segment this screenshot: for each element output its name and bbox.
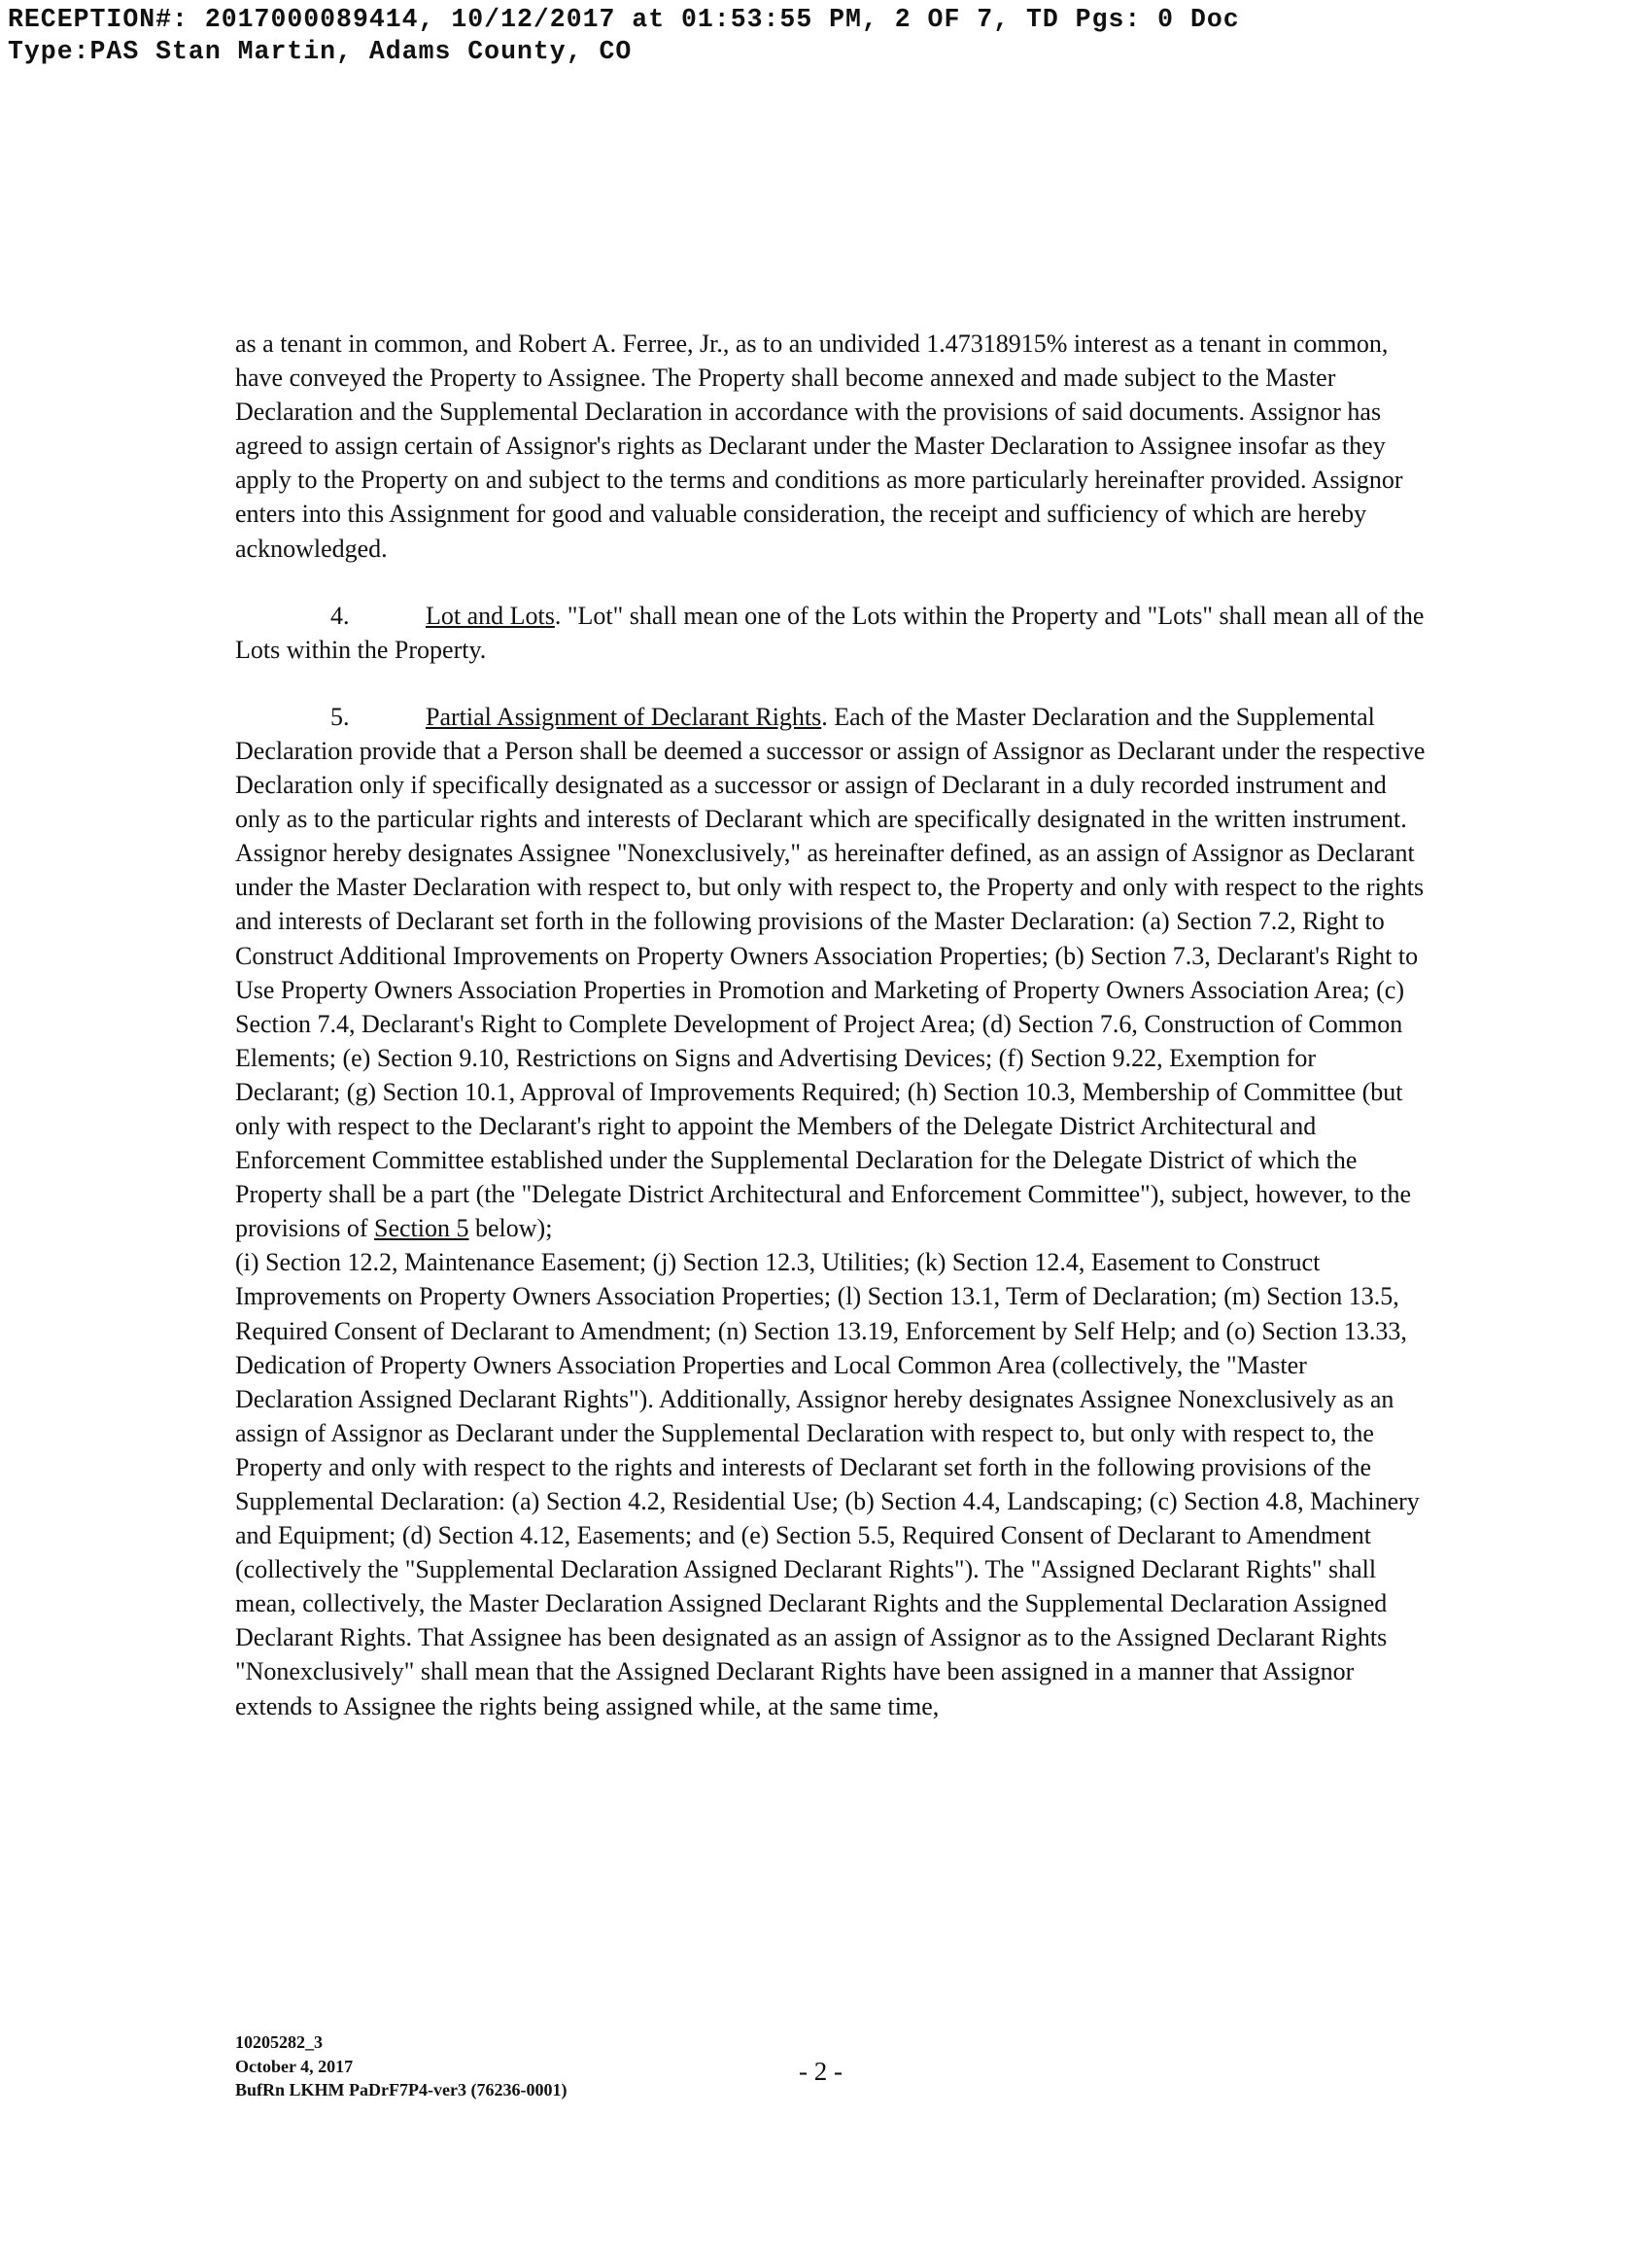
- stamp-line-2: Type:PAS Stan Martin, Adams County, CO: [8, 37, 633, 66]
- section-5: [235, 700, 1426, 1246]
- page-number: - 2 -: [799, 2057, 843, 2086]
- section-5-continued: (i) Section 12.2, Maintenance Easement; (j) Section 12.3, Utilities; (k) Section 12.4, Easement to Construct Improvements on Property Owners Association Properties; (l) Section 13.1, Term of Declaration; (m) Section 13.5, Required Consent of Declarant to Amendment; (n) Section 13.19, Enforcement by Self Help; and (o) Section 13.33, Dedication of Property Owners Association Properties and Local Common Area (collectively, the "Master Declaration Assigned Declarant Rights"). Additionally, Assignor hereby designates Assignee Nonexclusively as an assign of Assignor as Declarant under the Supplemental Declaration with respect to, but only with respect to, the Property and only with respect to the rights and interests of Declarant set forth in the following provisions of the Supplemental Declaration: (a) Section 4.2, Residential Use; (b) Section 4.4, Landscaping; (c) Section 4.8, Machinery and Equipment; (d) Section 4.12, Easements; and (e) Section 5.5, Required Consent of Declarant to Amendment (collectively the "Supplemental Declaration Assigned Declarant Rights"). The "Assigned Declarant Rights" shall mean, collectively, the Master Declaration Assigned Declarant Rights and the Supplemental Declaration Assigned Declarant Rights. That Assignee has been designated as an assign of Assignor as to the Assigned Declarant Rights "Nonexclusively" shall mean that the Assigned Declarant Rights have been assigned in a manner that Assignor extends to Assignee the rights being assigned while, at the same time,: [235, 1248, 1420, 1720]
- footer-date: October 4, 2017: [235, 2056, 354, 2076]
- section-4-text: "Lot" shall mean one of the Lots within the Property and "Lots" shall mean all of the Lots within the Property.: [235, 601, 1425, 664]
- section-5-text-a: Each of the Master Declaration and the Supplemental Declaration provide that a Person shall be deemed a successor or assign of Assignor as Declarant under the respective Declaration only if specifically designated as a successor or assign of Declarant in a duly recorded instrument and only as to the particular rights and interests of Declarant which are specifically designated in the written instrument. Assignor hereby designates Assignee "Nonexclusively," as hereinafter defined, as an assign of Assignor as Declarant under the Master Declaration with respect to, but only with respect to, the Property and only with respect to the rights and interests of Declarant set forth in the following provisions of the Master Declaration: (a) Section 7.2, Right to Construct Additional Improvements on Property Owners Association Properties; (b) Section 7.3, Declarant's Right to Use Property Owners Association Properties in Promotion and Marketing of Property Owners Association Area; (c) Section 7.4, Declarant's Right to Complete Development of Project Area; (d) Section 7.6, Construction of Common Elements; (e) Section 9.10, Restrictions on Signs and Advertising Devices; (f) Section 9.22, Exemption for Declarant; (g) Section 10.1, Approval of Improvements Required; (h) Section 10.3, Membership of Committee (but only with respect to the Declarant's right to appoint the Members of the Delegate District Architectural and Enforcement Committee established under the Supplemental Declaration for the Delegate District of which the Property shall be a part (the "Delegate District Architectural and Enforcement Committee"), subject, however, to the provisions of: [235, 702, 1426, 1243]
- section-4-heading-punct: .: [554, 601, 562, 630]
- recording-stamp: [8, 4, 1240, 68]
- document-body: [235, 327, 1426, 1723]
- stamp-line-1: RECEPTION#: 2017000089414, 10/12/2017 at 01:53:55 PM, 2 OF 7, TD Pgs: 0 Doc: [8, 5, 1240, 34]
- section-4-heading: Lot and Lots: [426, 601, 555, 630]
- section-4: [235, 599, 1426, 667]
- section-5-heading-punct: .: [821, 702, 828, 731]
- section-4-number: 4.: [330, 601, 350, 630]
- section-5-number: 5.: [330, 702, 350, 731]
- section-5-cross-reference: Section 5: [374, 1214, 469, 1243]
- section-5-heading: Partial Assignment of Declarant Rights: [426, 702, 822, 731]
- section-5-text-b: below);: [468, 1214, 553, 1243]
- footer-doc-info: [235, 2030, 567, 2102]
- footer-doc-id: 10205282_3: [235, 2032, 323, 2052]
- footer-file-ref: BufRn LKHM PaDrF7P4-ver3 (76236-0001): [235, 2080, 568, 2099]
- paragraph-continued: as a tenant in common, and Robert A. Ferree, Jr., as to an undivided 1.47318915% interest as a tenant in common, have conveyed the Property to Assignee. The Property shall become annexed and made subject to the Master Declaration and the Supplemental Declaration in accordance with the provisions of said documents. Assignor has agreed to assign certain of Assignor's rights as Declarant under the Master Declaration to Assignee insofar as they apply to the Property on and subject to the terms and conditions as more particularly hereinafter provided. Assignor enters into this Assignment for good and valuable consideration, the receipt and sufficiency of which are hereby acknowledged.: [235, 330, 1403, 563]
